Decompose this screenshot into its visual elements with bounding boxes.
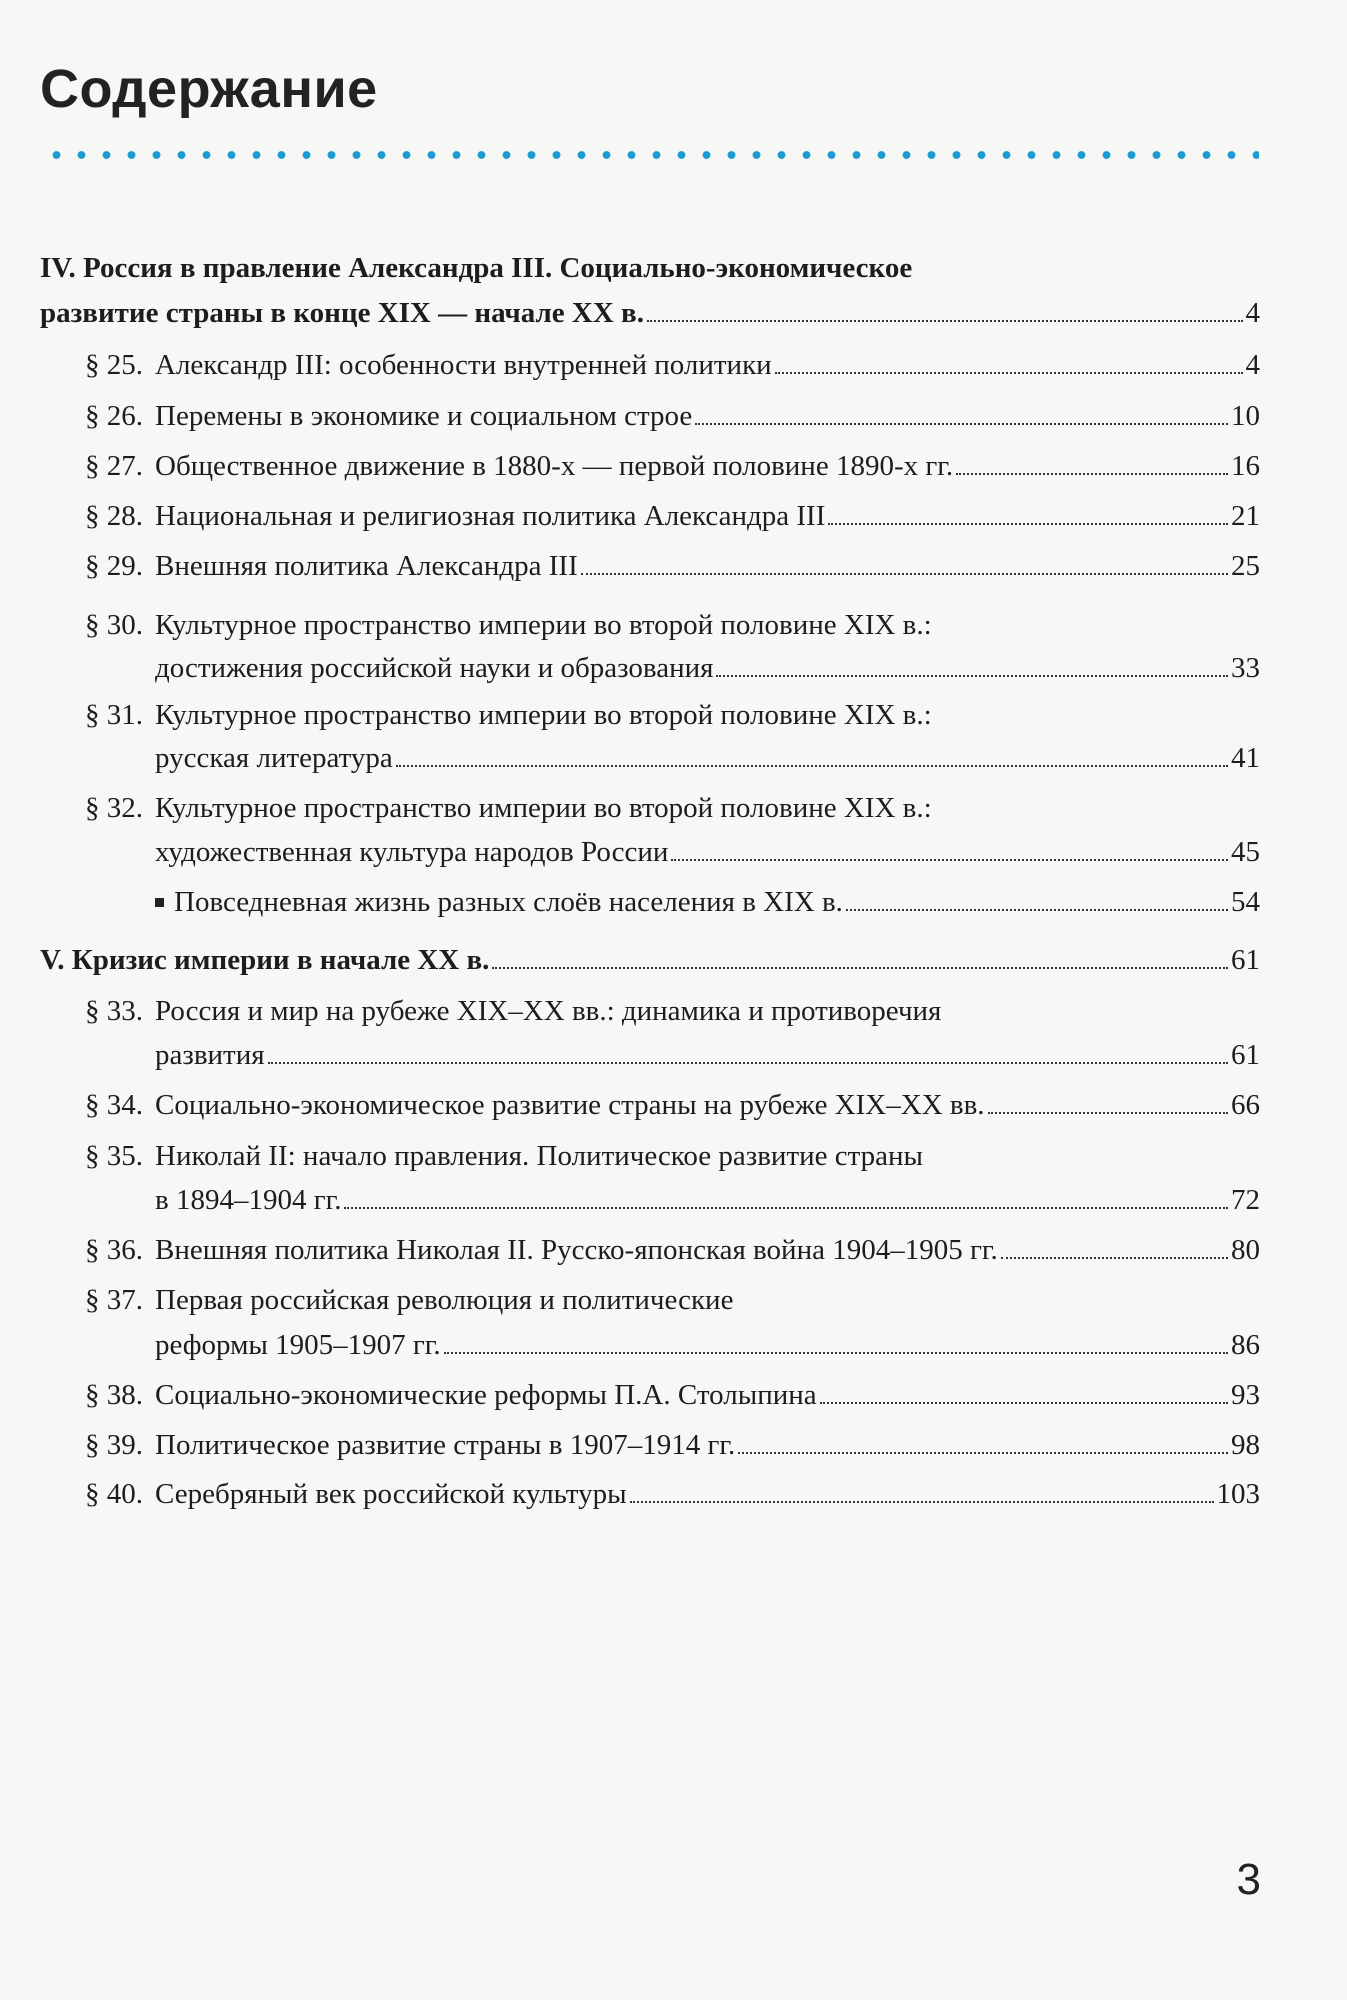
- toc-entry[interactable]: Социально-экономическое развитие страны на рубеже XIX–XX вв. 66: [155, 1085, 1260, 1125]
- dot-leader: [647, 308, 1243, 322]
- page-ref: 21: [1231, 500, 1260, 532]
- entry-number: § 39.: [85, 1429, 143, 1461]
- toc-entry[interactable]: Александр III: особенности внутренней политики 4: [155, 345, 1260, 385]
- page-ref: 72: [1231, 1184, 1260, 1216]
- square-bullet-icon: [155, 898, 164, 907]
- dot-leader: [775, 360, 1243, 374]
- toc-entry[interactable]: развития 61: [155, 1035, 1260, 1075]
- entry-number: § 25.: [85, 349, 143, 381]
- page-ref: 4: [1245, 349, 1260, 381]
- toc-entry-line1: Николай II: начало правления. Политическое развитие страны: [155, 1140, 924, 1172]
- toc-entry[interactable]: Общественное движение в 1880-х — первой половине 1890-х гг. 16: [155, 446, 1260, 486]
- page-ref: 16: [1231, 450, 1260, 482]
- entry-number: § 38.: [85, 1379, 143, 1411]
- toc-entry[interactable]: Серебряный век российской культуры 103: [155, 1474, 1260, 1514]
- entry-number: § 26.: [85, 400, 143, 432]
- section-heading-line2[interactable]: развитие страны в конце XIX — начале XX в. 4: [40, 293, 1260, 333]
- toc-entry[interactable]: русская литература 41: [155, 738, 1260, 778]
- dot-leader: [630, 1489, 1214, 1503]
- dot-leader: [716, 663, 1228, 677]
- page-ref: 41: [1231, 742, 1260, 774]
- toc-entry-line1: Культурное пространство империи во второй половине XIX в.:: [155, 699, 932, 731]
- dot-leader: [846, 897, 1228, 911]
- page-ref: 10: [1231, 400, 1260, 432]
- entry-number: § 35.: [85, 1140, 143, 1172]
- page-ref: 61: [1231, 944, 1260, 976]
- page-ref: 80: [1231, 1234, 1260, 1266]
- entry-number: § 31.: [85, 699, 143, 731]
- dot-leader: [396, 753, 1228, 767]
- toc-entry-line1: Россия и мир на рубеже XIX–XX вв.: динамика и противоречия: [155, 995, 942, 1027]
- toc-entry[interactable]: Внешняя политика Николая II. Русско-японская война 1904–1905 гг. 80: [155, 1230, 1260, 1270]
- entry-number: § 37.: [85, 1284, 143, 1316]
- page-ref: 86: [1231, 1329, 1260, 1361]
- dot-leader: [695, 411, 1228, 425]
- page-ref: 103: [1216, 1478, 1260, 1510]
- toc-entry-line1: Культурное пространство империи во второй половине XIX в.:: [155, 792, 932, 824]
- page-ref: 4: [1245, 297, 1260, 329]
- entry-number: § 30.: [85, 609, 143, 641]
- dot-leader: [988, 1100, 1228, 1114]
- entry-number: § 34.: [85, 1089, 143, 1121]
- toc-entry[interactable]: Перемены в экономике и социальном строе 10: [155, 396, 1260, 436]
- entry-number: § 28.: [85, 500, 143, 532]
- toc-entry[interactable]: Социально-экономические реформы П.А. Столыпина 93: [155, 1375, 1260, 1415]
- dot-leader: [820, 1390, 1228, 1404]
- section-heading[interactable]: V. Кризис империи в начале XX в. 61: [40, 940, 1260, 980]
- page-ref: 61: [1231, 1039, 1260, 1071]
- entry-number: § 40.: [85, 1478, 143, 1510]
- page-ref: 33: [1231, 652, 1260, 684]
- page-ref: 93: [1231, 1379, 1260, 1411]
- page-number: 3: [1236, 1855, 1261, 1904]
- section-heading: IV. Россия в правление Александра III. Социально-экономическое: [40, 252, 913, 284]
- dot-leader: [956, 461, 1228, 475]
- entry-number: § 27.: [85, 450, 143, 482]
- dot-leader: [444, 1340, 1228, 1354]
- dot-leader: [268, 1050, 1228, 1064]
- toc-entry[interactable]: Внешняя политика Александра III 25: [155, 546, 1260, 586]
- dot-leader: [344, 1195, 1228, 1209]
- page-ref: 54: [1231, 886, 1260, 918]
- dot-leader: [581, 561, 1228, 575]
- toc-entry[interactable]: достижения российской науки и образования 33: [155, 648, 1260, 688]
- toc-entry-line1: Культурное пространство империи во второй половине XIX в.:: [155, 609, 932, 641]
- dot-leader: [1001, 1245, 1228, 1259]
- page-ref: 98: [1231, 1429, 1260, 1461]
- entry-number: § 36.: [85, 1234, 143, 1266]
- dot-leader: [671, 847, 1228, 861]
- toc-entry[interactable]: Национальная и религиозная политика Александра III 21: [155, 496, 1260, 536]
- toc-entry[interactable]: в 1894–1904 гг. 72: [155, 1180, 1260, 1220]
- page-ref: 25: [1231, 550, 1260, 582]
- entry-number: § 32.: [85, 792, 143, 824]
- toc-entry[interactable]: реформы 1905–1907 гг. 86: [155, 1325, 1260, 1365]
- entry-number: § 33.: [85, 995, 143, 1027]
- toc-entry-line1: Первая российская революция и политические: [155, 1284, 734, 1316]
- toc-entry[interactable]: Политическое развитие страны в 1907–1914 гг. 98: [155, 1425, 1260, 1465]
- page-ref: 66: [1231, 1089, 1260, 1121]
- dot-leader: [492, 955, 1228, 969]
- toc-entry-supplement[interactable]: Повседневная жизнь разных слоёв населения в XIX в. 54: [155, 882, 1260, 922]
- dot-leader: [828, 511, 1228, 525]
- entry-number: § 29.: [85, 550, 143, 582]
- toc-entry[interactable]: художественная культура народов России 45: [155, 832, 1260, 872]
- page-title: Содержание: [40, 59, 378, 119]
- page-ref: 45: [1231, 836, 1260, 868]
- dot-leader: [738, 1440, 1228, 1454]
